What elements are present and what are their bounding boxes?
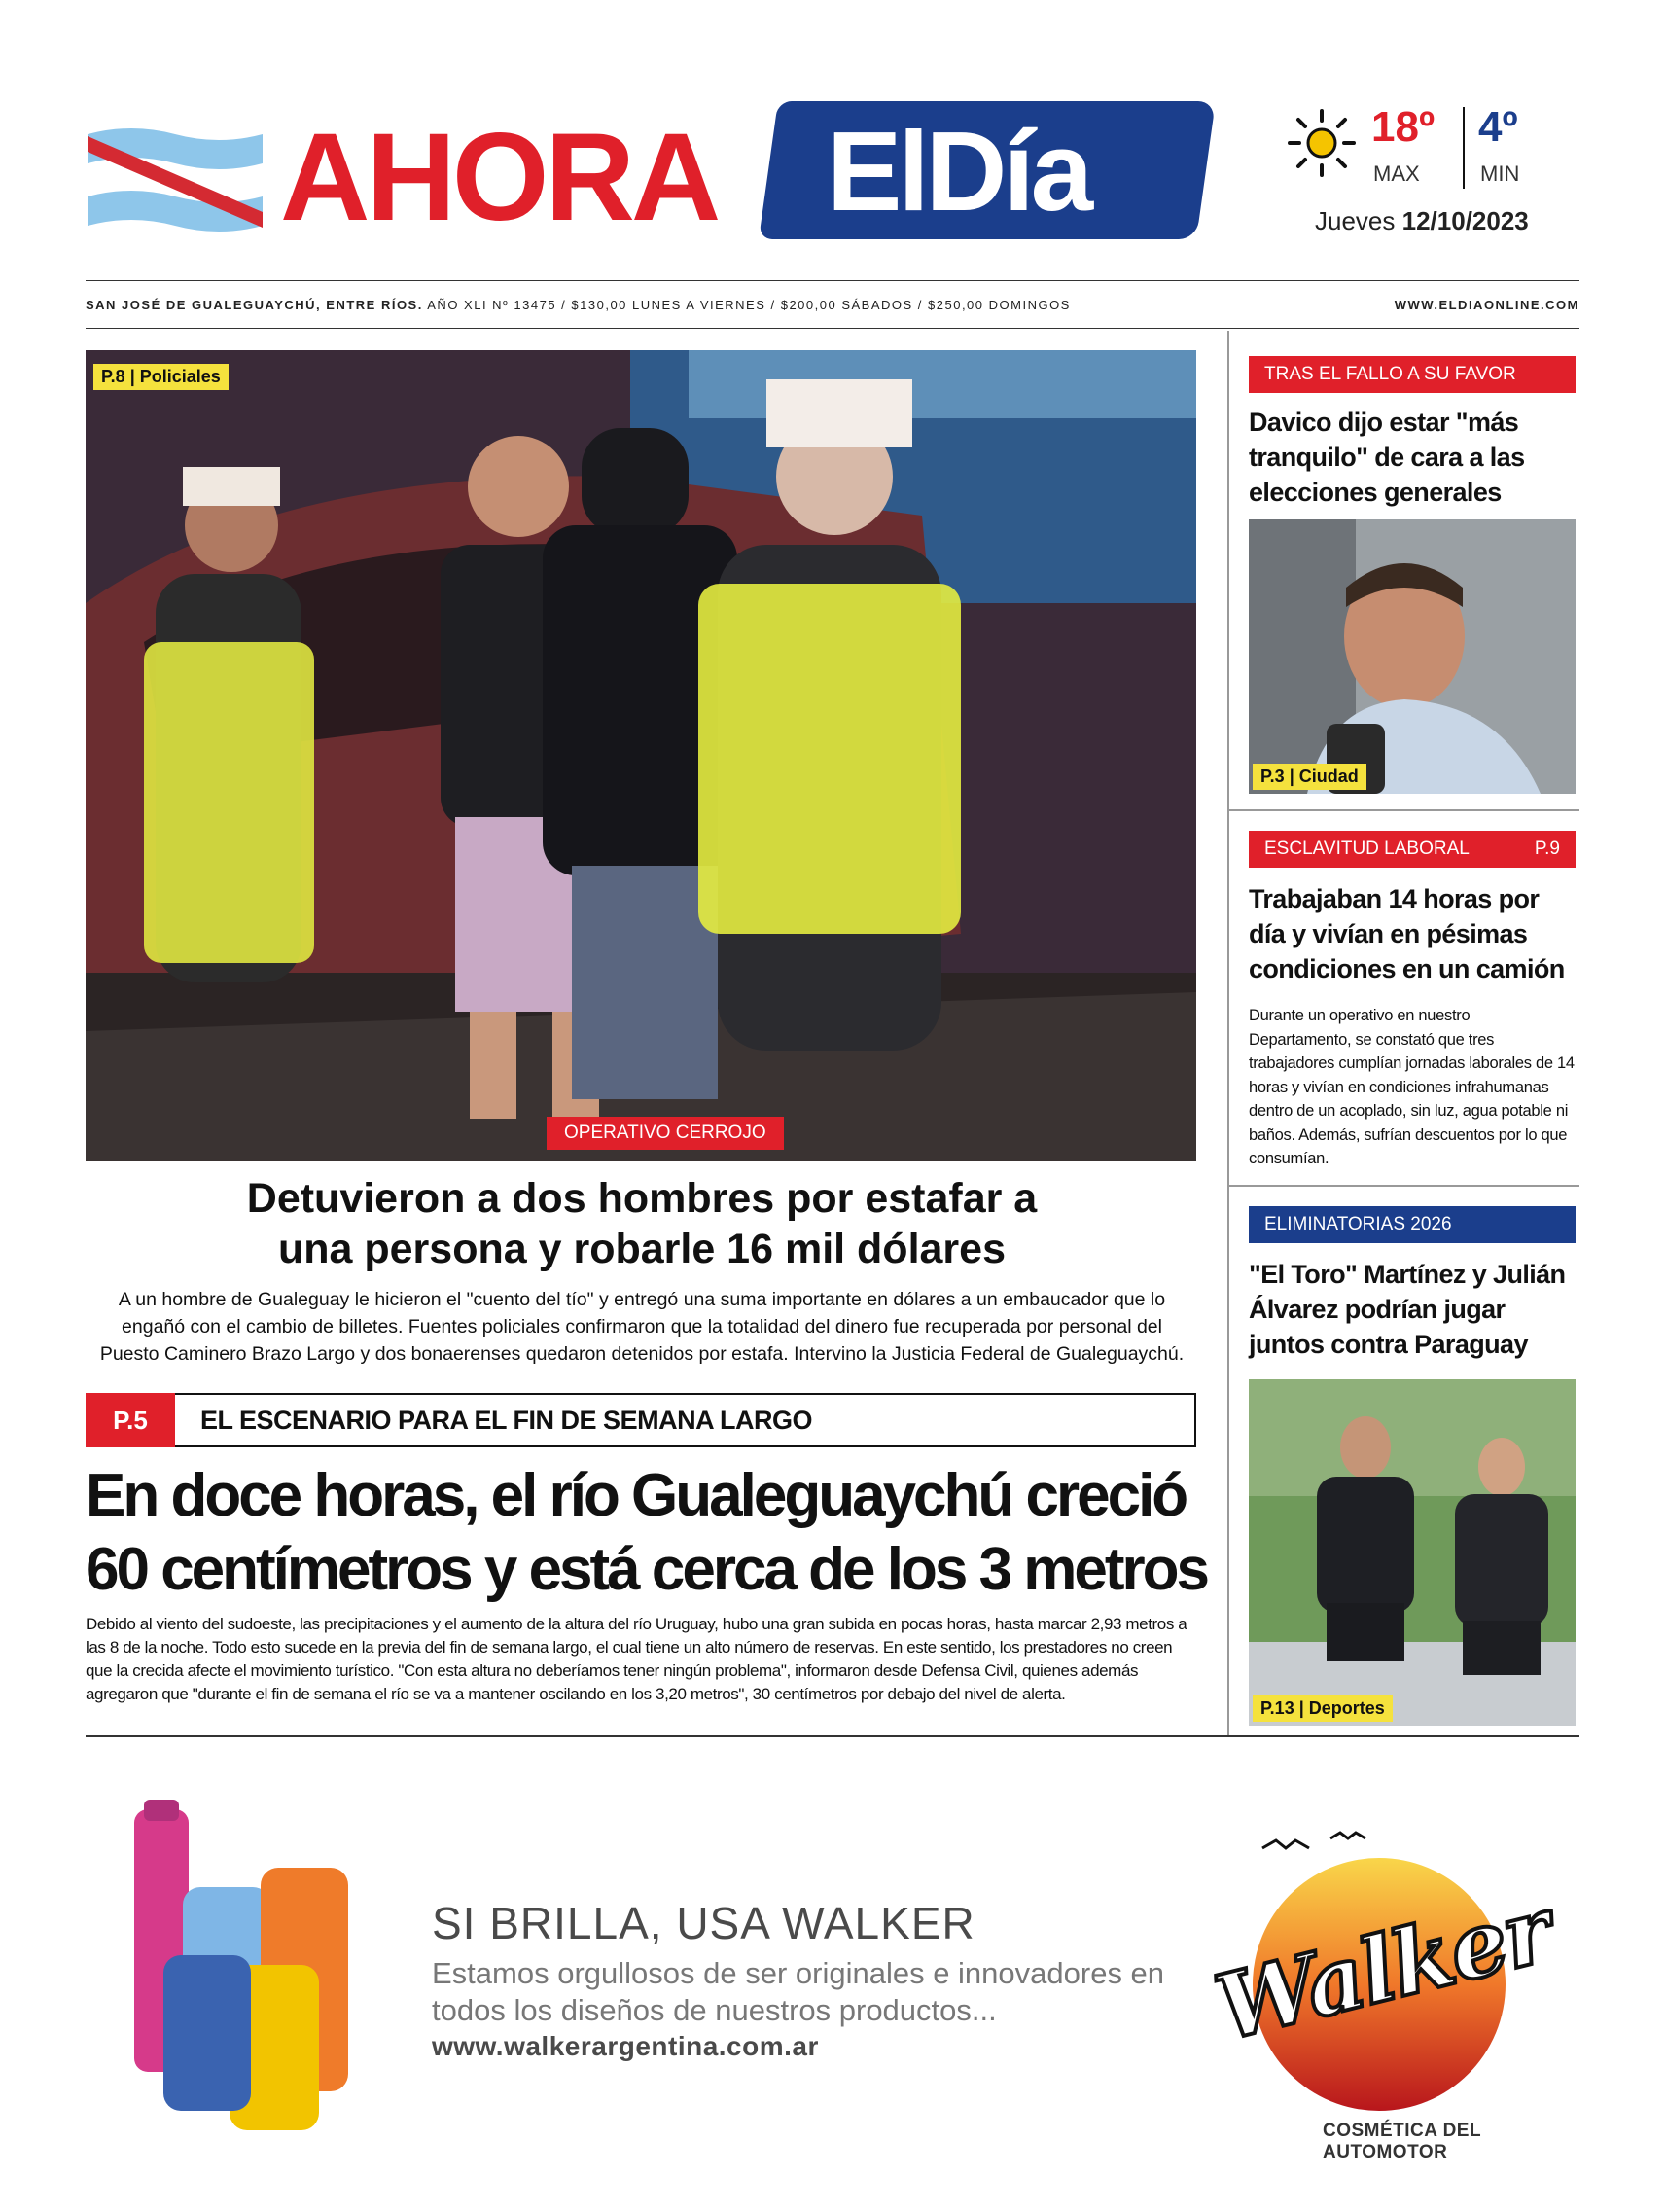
ad-text: Estamos orgullosos de ser originales e innovadores en todos los diseños de nuestros productos... bbox=[432, 1956, 1165, 2027]
sidebar-story-2-kicker-text: ESCLAVITUD LABORAL bbox=[1264, 838, 1470, 859]
sidebar-story-3-headline[interactable]: "El Toro" Martínez y Julián Álvarez podrían jugar juntos contra Paraguay bbox=[1249, 1260, 1566, 1359]
sidebar-separator-2 bbox=[1227, 1185, 1579, 1187]
sidebar-story-3-page-tag: P.13 | Deportes bbox=[1253, 1695, 1393, 1722]
website-link[interactable]: WWW.ELDIAONLINE.COM bbox=[1394, 297, 1579, 312]
argentina-players-photo bbox=[1249, 1379, 1576, 1726]
walker-logo-text: Walker bbox=[1206, 1876, 1561, 2061]
main-story-kicker: OPERATIVO CERROJO bbox=[547, 1117, 784, 1150]
edition-location: SAN JOSÉ DE GUALEGUAYCHÚ, ENTRE RÍOS. bbox=[86, 297, 423, 312]
second-story-body: Debido al viento del sudoeste, las precipitaciones y el aumento de la altura del río Uruguay, hubo una gran subida en pocas horas, hasta marcar 2,93 metros a las 8 de la noche. Todo esto sucede en la previa del fin de semana largo, el cual tiene un alto número de reservas. En este sentido, los prestadores no creen que la crecida afecte el movimiento turístico. "Con esta altura no deberíamos tener ningún problema", informaron desde Defensa Civil, quienes además agregaron que "durante el fin de semana el río se va a mantener oscilando en los 3,20 metros", 30 centímetros por debajo del nivel de alerta. bbox=[86, 1615, 1187, 1703]
temp-max: 18º bbox=[1371, 103, 1436, 151]
walker-logo-subtitle: COSMÉTICA DEL AUTOMOTOR bbox=[1323, 2121, 1481, 2162]
sidebar-story-3-kicker bbox=[1249, 1206, 1576, 1243]
sidebar-separator-1 bbox=[1227, 809, 1579, 811]
edition-info-bar bbox=[86, 280, 1579, 329]
issue-day: Jueves bbox=[1315, 206, 1396, 235]
sidebar-story-1-headline[interactable]: Davico dijo estar "más tranquilo" de cara a las elecciones generales bbox=[1249, 408, 1525, 507]
brand-ahora: AHORA bbox=[280, 108, 718, 247]
sidebar-story-1-kicker bbox=[1249, 356, 1576, 393]
edition-prices: AÑO XLI Nº 13475 / $130,00 LUNES A VIERNES / $200,00 SÁBADOS / $250,00 DOMINGOS bbox=[427, 297, 1071, 312]
davico-portrait bbox=[1249, 519, 1576, 794]
temp-min-label: MIN bbox=[1480, 161, 1520, 186]
column-divider bbox=[1227, 331, 1229, 1735]
sidebar-story-1-page-tag: P.3 | Ciudad bbox=[1253, 764, 1366, 790]
issue-date-value: 12/10/2023 bbox=[1401, 206, 1529, 235]
brand-eldia: ElDía bbox=[827, 108, 1090, 234]
sidebar-story-3-photo bbox=[1249, 1379, 1576, 1726]
edition-details bbox=[86, 298, 1071, 312]
main-story-body: A un hombre de Gualeguay le hicieron el "cuento del tío" y entregó una suma importante en dólares a un embaucador que lo engañó con el cambio de billetes. Fuentes policiales confirmaron que la totalidad del dinero fue recuperada por personal del Puesto Caminero Brazo Largo y dos bonaerenses quedaron detenidos por estafa. Intervino la Justicia Federal de Gualeguaychú. bbox=[99, 1289, 1185, 1365]
issue-date bbox=[1315, 206, 1529, 236]
police-arrest-photo bbox=[86, 350, 1196, 1161]
temp-min: 4º bbox=[1478, 103, 1518, 151]
sidebar-story-2-page: P.9 bbox=[1534, 838, 1560, 859]
weather-box bbox=[1286, 103, 1577, 239]
main-headline-line-2: una persona y robarle 16 mil dólares bbox=[277, 1226, 1006, 1272]
walker-advertisement[interactable] bbox=[86, 1770, 1579, 2198]
weather-divider bbox=[1463, 107, 1465, 189]
main-story-page-tag: P.8 | Policiales bbox=[93, 364, 229, 390]
ad-title: SI BRILLA, USA WALKER bbox=[432, 1898, 975, 1948]
main-story-headline[interactable] bbox=[97, 1173, 1187, 1274]
bottom-divider bbox=[86, 1735, 1579, 1737]
second-story-page-number: P.5 bbox=[86, 1393, 175, 1447]
second-headline-line-1: En doce horas, el río Gualeguaychú creció bbox=[86, 1462, 1187, 1529]
sidebar-story-2-headline[interactable]: Trabajaban 14 horas por día y vivían en pésimas condiciones en un camión bbox=[1249, 884, 1565, 983]
sidebar-story-2-body: Durante un operativo en nuestro Departamento, se constató que tres trabajadores cumplían jornadas laborales de 14 horas y vivían en condiciones infrahumanas dentro de un acoplado, sin luz, agua potable ni baños. Además, sufrían descuentos por lo que consumían. bbox=[1249, 1007, 1575, 1167]
sun-icon bbox=[1286, 107, 1358, 179]
entre-rios-flag-icon bbox=[88, 126, 263, 233]
sidebar-story-1-kicker-text: TRAS EL FALLO A SU FAVOR bbox=[1264, 364, 1516, 384]
car-care-products-image bbox=[115, 1800, 407, 2130]
second-headline-line-2: 60 centímetros y está cerca de los 3 metros bbox=[86, 1536, 1207, 1603]
second-story-section: EL ESCENARIO PARA EL FIN DE SEMANA LARGO bbox=[200, 1405, 813, 1435]
sidebar-story-1-photo bbox=[1249, 519, 1576, 794]
temp-max-label: MAX bbox=[1373, 161, 1420, 186]
main-headline-line-1: Detuvieron a dos hombres por estafar a bbox=[246, 1175, 1038, 1222]
masthead bbox=[88, 97, 1216, 253]
main-story-photo bbox=[86, 350, 1196, 1161]
sidebar-story-2-kicker bbox=[1249, 831, 1576, 868]
sidebar-story-3-kicker-text: ELIMINATORIAS 2026 bbox=[1264, 1214, 1452, 1234]
ad-url-link[interactable]: www.walkerargentina.com.ar bbox=[432, 2031, 819, 2061]
second-story-headline[interactable] bbox=[86, 1459, 1214, 1607]
